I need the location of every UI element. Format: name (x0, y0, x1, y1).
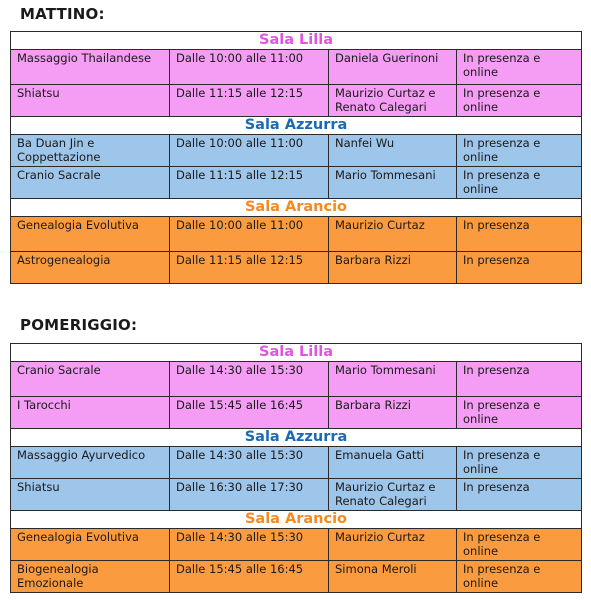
mode-cell: In presenza (457, 252, 582, 284)
morning-schedule-table (10, 31, 582, 284)
time-cell: Dalle 11:15 alle 12:15 (170, 85, 329, 117)
room-name-azzurra: Sala Azzurra (11, 429, 582, 447)
table-row (11, 50, 582, 85)
activity-cell: Genealogia Evolutiva (11, 529, 170, 561)
mode-cell: In presenza e online (457, 85, 582, 117)
table-row (11, 447, 582, 479)
teacher-cell: Maurizio Curtaz (329, 529, 457, 561)
table-row (11, 217, 582, 252)
time-cell: Dalle 10:00 alle 11:00 (170, 50, 329, 85)
table-row (11, 561, 582, 593)
room-name-lilla: Sala Lilla (11, 32, 582, 50)
mode-cell: In presenza (457, 479, 582, 511)
teacher-cell: Barbara Rizzi (329, 252, 457, 284)
room-header-row (11, 429, 582, 447)
activity-cell: Biogenealogia Emozionale (11, 561, 170, 593)
teacher-cell: Maurizio Curtaz e Renato Calegari (329, 479, 457, 511)
teacher-cell: Daniela Guerinoni (329, 50, 457, 85)
activity-cell: Shiatsu (11, 479, 170, 511)
teacher-cell: Emanuela Gatti (329, 447, 457, 479)
table-row (11, 135, 582, 167)
activity-cell: Massaggio Ayurvedico (11, 447, 170, 479)
room-header-row (11, 344, 582, 362)
mode-cell: In presenza (457, 362, 582, 397)
table-row (11, 252, 582, 284)
table-row (11, 167, 582, 199)
time-cell: Dalle 14:30 alle 15:30 (170, 529, 329, 561)
activity-cell: Astrogenealogia (11, 252, 170, 284)
room-header-row (11, 32, 582, 50)
mode-cell: In presenza e online (457, 397, 582, 429)
teacher-cell: Barbara Rizzi (329, 397, 457, 429)
morning-section-title: MATTINO: (20, 5, 105, 23)
time-cell: Dalle 14:30 alle 15:30 (170, 362, 329, 397)
activity-cell: Cranio Sacrale (11, 167, 170, 199)
room-name-azzurra: Sala Azzurra (11, 117, 582, 135)
time-cell: Dalle 16:30 alle 17:30 (170, 479, 329, 511)
time-cell: Dalle 11:15 alle 12:15 (170, 252, 329, 284)
activity-cell: I Tarocchi (11, 397, 170, 429)
room-header-row (11, 199, 582, 217)
table-row (11, 529, 582, 561)
mode-cell: In presenza e online (457, 167, 582, 199)
mode-cell: In presenza e online (457, 447, 582, 479)
table-row (11, 362, 582, 397)
teacher-cell: Simona Meroli (329, 561, 457, 593)
teacher-cell: Nanfei Wu (329, 135, 457, 167)
table-row (11, 85, 582, 117)
time-cell: Dalle 10:00 alle 11:00 (170, 135, 329, 167)
room-name-arancio: Sala Arancio (11, 511, 582, 529)
time-cell: Dalle 15:45 alle 16:45 (170, 561, 329, 593)
teacher-cell: Mario Tommesani (329, 362, 457, 397)
room-header-row (11, 511, 582, 529)
mode-cell: In presenza e online (457, 529, 582, 561)
room-header-row (11, 117, 582, 135)
mode-cell: In presenza e online (457, 561, 582, 593)
time-cell: Dalle 11:15 alle 12:15 (170, 167, 329, 199)
teacher-cell: Maurizio Curtaz e Renato Calegari (329, 85, 457, 117)
time-cell: Dalle 10:00 alle 11:00 (170, 217, 329, 252)
activity-cell: Shiatsu (11, 85, 170, 117)
activity-cell: Massaggio Thailandese (11, 50, 170, 85)
time-cell: Dalle 14:30 alle 15:30 (170, 447, 329, 479)
room-name-lilla: Sala Lilla (11, 344, 582, 362)
mode-cell: In presenza (457, 217, 582, 252)
afternoon-schedule-table (10, 343, 582, 593)
activity-cell: Ba Duan Jin e Coppettazione (11, 135, 170, 167)
activity-cell: Genealogia Evolutiva (11, 217, 170, 252)
activity-cell: Cranio Sacrale (11, 362, 170, 397)
teacher-cell: Mario Tommesani (329, 167, 457, 199)
teacher-cell: Maurizio Curtaz (329, 217, 457, 252)
table-row (11, 479, 582, 511)
time-cell: Dalle 15:45 alle 16:45 (170, 397, 329, 429)
table-row (11, 397, 582, 429)
mode-cell: In presenza e online (457, 135, 582, 167)
afternoon-section-title: POMERIGGIO: (20, 316, 138, 334)
room-name-arancio: Sala Arancio (11, 199, 582, 217)
mode-cell: In presenza e online (457, 50, 582, 85)
